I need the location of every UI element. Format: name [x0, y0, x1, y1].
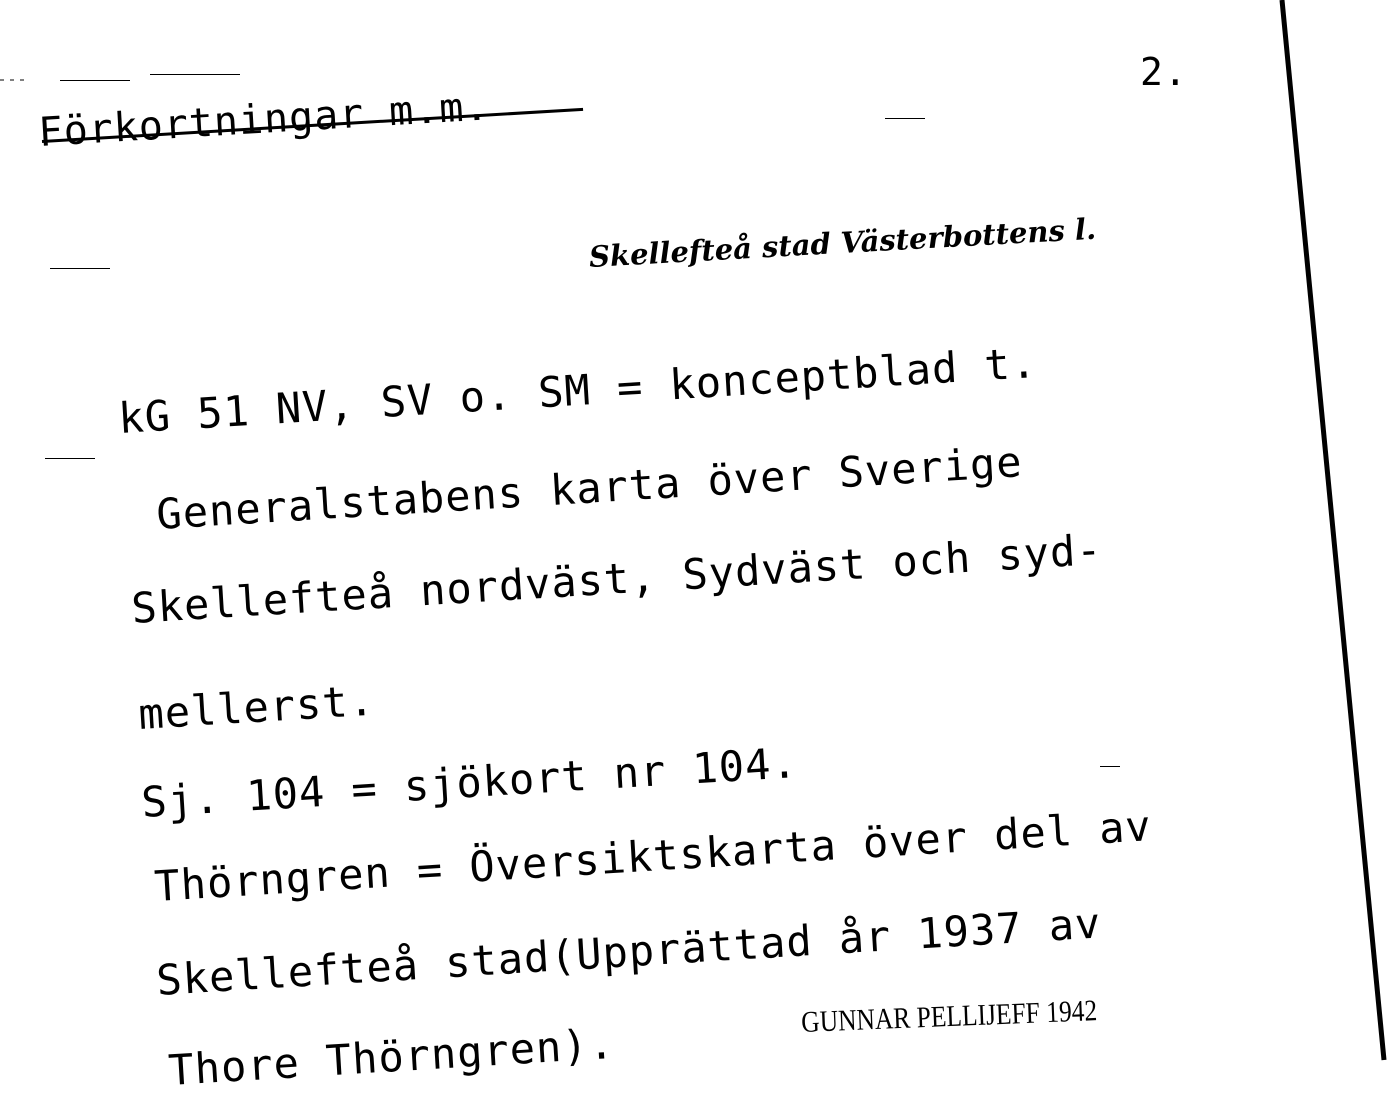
heading: Förkortningar m.m.	[37, 83, 491, 156]
text-line-5: Sj. 104 = sjökort nr 104.	[140, 737, 799, 827]
text-line-8: Thore Thörngren).	[167, 1018, 617, 1095]
dust-speck	[45, 458, 95, 459]
text-line-4: mellerst.	[137, 675, 377, 739]
place-label: Skellefteå stad Västerbottens l.	[588, 211, 1097, 274]
dust-speck	[150, 74, 240, 75]
text-line-3: Skellefteå nordväst, Sydväst och syd-	[130, 524, 1104, 633]
dust-speck	[885, 118, 925, 119]
text-line-1: kG 51 NV, SV o. SM = konceptblad t.	[117, 337, 1039, 443]
author-stamp: GUNNAR PELLIJEFF 1942	[800, 994, 1098, 1040]
page-number: 2.	[1140, 50, 1188, 94]
dust-speck	[60, 80, 130, 81]
dust-speck	[1100, 766, 1120, 767]
text-line-7: Skellefteå stad(Upprättad år 1937 av	[155, 898, 1103, 1005]
text-line-2: Generalstabens karta över Sverige	[155, 437, 1024, 539]
text-line-6: Thörngren = Översiktskarta över del av	[153, 801, 1154, 911]
dust-speck	[50, 268, 110, 269]
